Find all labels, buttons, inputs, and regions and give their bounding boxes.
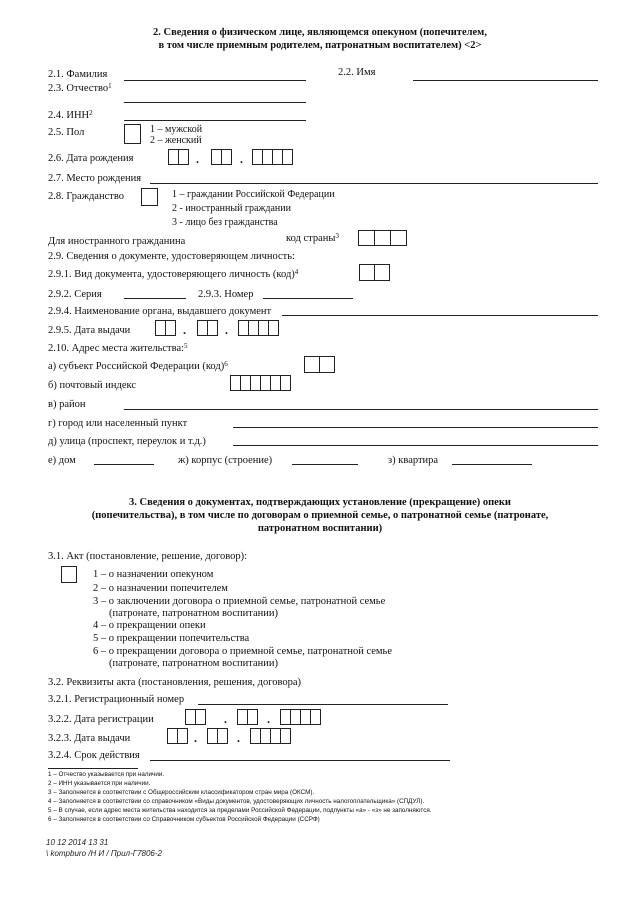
street-field[interactable]: [233, 445, 598, 446]
label-foreign-citizen: Для иностранного гражданина: [48, 236, 186, 247]
label-house: е) дом: [48, 455, 76, 466]
label-document-type: 2.9.1. Вид документа, удостоверяющего личность (код)$^4$: [48, 268, 299, 280]
label-sex: 2.5. Пол: [48, 127, 85, 138]
citizenship-option-1: 1 – граждании Российской Федерации: [172, 189, 335, 200]
label-document-number: 2.9.3. Номер: [198, 289, 254, 300]
label-residence-address: 2.10. Адрес места жительства:$^5$: [48, 342, 188, 354]
footnote-divider: [48, 768, 138, 769]
label-region-code: а) субъект Российской Федерации (код)$^6$: [48, 360, 228, 372]
validity-period-field[interactable]: [150, 760, 450, 761]
act-option-5: 5 – о прекращении попечительства: [93, 633, 250, 644]
registration-number-field[interactable]: [198, 704, 448, 705]
issue-month-cells[interactable]: [197, 320, 218, 336]
label-birth-date: 2.6. Дата рождения: [48, 153, 134, 164]
act-issue-year-cells[interactable]: [250, 728, 291, 744]
reg-year-cells[interactable]: [280, 709, 321, 725]
act-option-6-cont: (патронате, патронатном воспитании): [109, 658, 279, 669]
document-series-field[interactable]: [124, 298, 186, 299]
date-separator: .: [267, 712, 270, 726]
label-patronymic: 2.3. Отчество$^1$: [48, 82, 112, 94]
document-type-cells[interactable]: [359, 264, 390, 280]
district-field[interactable]: [124, 409, 598, 410]
label-act: 3.1. Акт (постановление, решение, договор):: [48, 551, 248, 562]
footnote-6: 6 – Заполняется в соответствии со Справочником субъектов Российской Федерации (ССРФ): [48, 816, 320, 823]
footnote-1: 1 – Отчество указывается при наличии.: [48, 771, 165, 778]
label-identity-document: 2.9. Сведения о документе, удостоверяющем личность:: [48, 251, 295, 262]
sex-box[interactable]: [124, 124, 141, 144]
footnote-2: 2 – ИНН указывается при наличии.: [48, 780, 151, 787]
label-street: д) улица (проспект, переулок и т.д.): [48, 436, 206, 447]
label-validity-period: 3.2.4. Срок действия: [48, 750, 140, 761]
reg-day-cells[interactable]: [185, 709, 206, 725]
label-inn: 2.4. ИНН$^2$: [48, 109, 93, 121]
birth-place-field[interactable]: [150, 183, 598, 184]
date-separator: .: [224, 712, 227, 726]
label-country-code: код страны$^3$: [286, 232, 339, 244]
sex-option-1: 1 – мужской: [150, 124, 203, 135]
section-2-title-line-2: в том числе приемным родителем, патронатным воспитателем) <2>: [158, 40, 482, 51]
birth-month-cells[interactable]: [211, 149, 232, 165]
footnote-4: 4 – Заполняется в соответствии со справочником «Виды документов, удостоверяющих личность налогоплательщика» (СПДУЛ).: [48, 798, 425, 805]
date-separator: .: [196, 152, 199, 166]
act-issue-month-cells[interactable]: [207, 728, 228, 744]
act-option-2: 2 – о назначении попечителем: [93, 583, 228, 594]
label-registration-date: 3.2.2. Дата регистрации: [48, 714, 154, 725]
print-timestamp: 10 12 2014 13 31: [46, 838, 109, 847]
label-birth-place: 2.7. Место рождения: [48, 173, 142, 184]
act-option-3: 3 – о заключении договора о приемной семье, патронатной семье: [93, 596, 386, 607]
house-field[interactable]: [94, 464, 154, 465]
country-code-cells[interactable]: [358, 230, 407, 246]
issue-year-cells[interactable]: [238, 320, 279, 336]
footnote-5: 5 – В случае, если адрес места жительства находится за пределами Российской Федерации, подпункты «а» - «з» не заполняются.: [48, 807, 432, 814]
act-issue-day-cells[interactable]: [167, 728, 188, 744]
date-separator: .: [183, 323, 186, 337]
issuing-authority-field[interactable]: [282, 315, 598, 316]
label-city: г) город или населенный пункт: [48, 418, 188, 429]
citizenship-option-2: 2 - иностранный граждании: [172, 203, 291, 214]
label-building: ж) корпус (строение): [178, 455, 273, 466]
section-3-title-line-2: (попечительства), в том числе по договорам о приемной семье, о патронатной семье (патронате,: [91, 510, 549, 521]
postal-code-cells[interactable]: [230, 375, 291, 391]
label-postal-code: б) почтовый индекс: [48, 380, 137, 391]
label-issue-date: 2.9.5. Дата выдачи: [48, 325, 131, 336]
date-separator: .: [237, 731, 240, 745]
act-option-4: 4 – о прекращении опеки: [93, 620, 206, 631]
region-code-cells[interactable]: [304, 356, 335, 372]
inn-field[interactable]: [124, 120, 306, 121]
footnote-3: 3 – Заполняется в соответствии с Общероссийским классификатором стран мира (ОКСМ).: [48, 789, 315, 796]
birth-day-cells[interactable]: [168, 149, 189, 165]
label-district: в) район: [48, 399, 86, 410]
label-act-issue-date: 3.2.3. Дата выдачи: [48, 733, 131, 744]
act-option-1: 1 – о назначении опекуном: [93, 569, 214, 580]
issue-day-cells[interactable]: [155, 320, 176, 336]
label-name: 2.2. Имя: [338, 67, 376, 78]
act-option-3-cont: (патронате, патронатном воспитании): [109, 608, 279, 619]
label-apartment: з) квартира: [388, 455, 439, 466]
reg-month-cells[interactable]: [237, 709, 258, 725]
date-separator: .: [225, 323, 228, 337]
date-separator: .: [240, 152, 243, 166]
date-separator: .: [194, 731, 197, 745]
building-field[interactable]: [292, 464, 358, 465]
label-surname: 2.1. Фамилия: [48, 69, 108, 80]
label-citizenship: 2.8. Гражданство: [48, 191, 124, 202]
citizenship-option-3: 3 - лицо без гражданства: [172, 217, 278, 228]
surname-field[interactable]: [124, 80, 306, 81]
birth-year-cells[interactable]: [252, 149, 293, 165]
section-3-title-line-1: 3. Сведения о документах, подтверждающих установление (прекращение) опеки: [129, 497, 511, 508]
document-number-field[interactable]: [263, 298, 353, 299]
patronymic-field[interactable]: [124, 102, 306, 103]
name-field[interactable]: [413, 80, 598, 81]
act-type-box[interactable]: [61, 566, 77, 583]
label-document-series: 2.9.2. Серия: [48, 289, 102, 300]
section-3-title-line-3: патронатном воспитании): [257, 523, 383, 534]
sex-option-2: 2 – женский: [150, 135, 202, 146]
section-2-title-line-1: 2. Сведения о физическом лице, являющемся опекуном (попечителем,: [153, 27, 487, 38]
document-code: \ kompburo /Н И / Прил-Г7806-2: [46, 849, 162, 858]
apartment-field[interactable]: [452, 464, 532, 465]
label-act-details: 3.2. Реквизиты акта (постановления, решения, договора): [48, 677, 302, 688]
label-issuing-authority: 2.9.4. Наименование органа, выдавшего документ: [48, 306, 272, 317]
citizenship-box[interactable]: [141, 188, 158, 206]
city-field[interactable]: [233, 427, 598, 428]
label-registration-number: 3.2.1. Регистрационный номер: [48, 694, 185, 705]
act-option-6: 6 – о прекращении договора о приемной семье, патронатной семье: [93, 646, 393, 657]
